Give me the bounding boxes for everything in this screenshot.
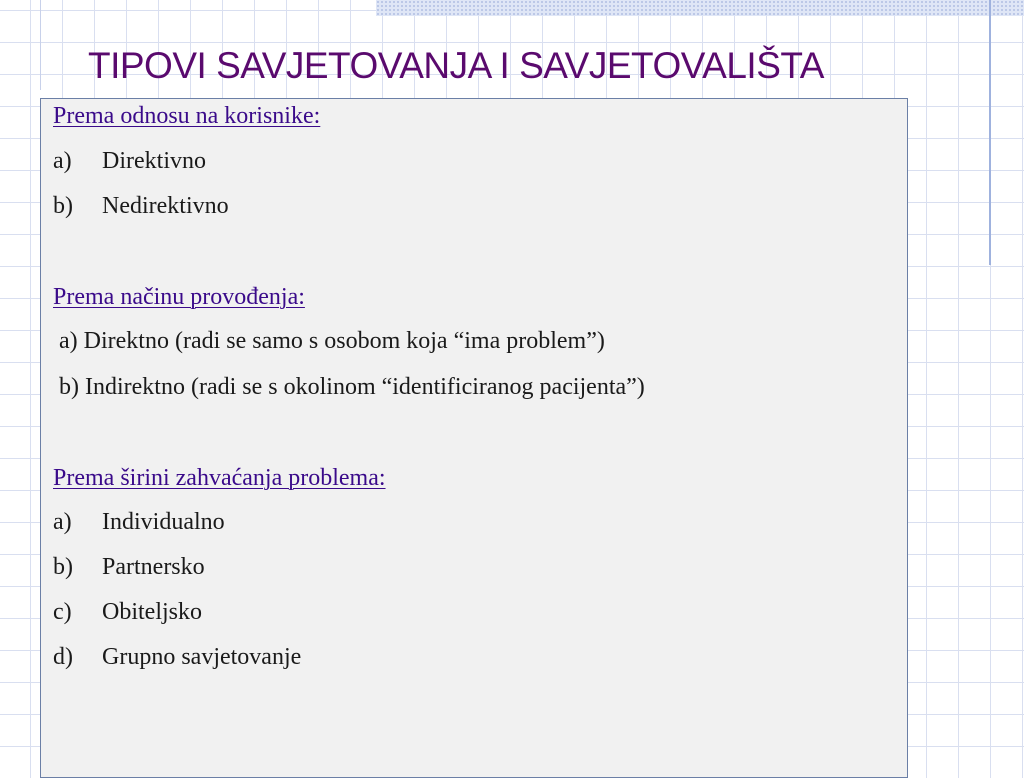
list-marker: d) [53, 644, 73, 670]
list-marker: b) [53, 554, 73, 580]
list-item-text: Grupno savjetovanje [102, 644, 302, 670]
decorative-vertical-line [989, 0, 991, 265]
section-heading-users: Prema odnosu na korisnike: [53, 103, 321, 129]
section-heading-scope: Prema širini zahvaćanja problema: [53, 465, 386, 491]
list-item-text: Partnersko [102, 554, 205, 580]
list-item [53, 191, 229, 221]
decorative-left-line [40, 0, 41, 90]
list-item [53, 597, 202, 627]
content-box [40, 98, 908, 778]
list-item [53, 552, 205, 582]
list-item-text: Direktivno [102, 148, 206, 174]
list-item-text: Individualno [102, 509, 225, 535]
list-item [53, 642, 301, 672]
list-item-text: Obiteljsko [102, 599, 202, 625]
list-item [53, 507, 225, 537]
slide-title: TIPOVI SAVJETOVANJA I SAVJETOVALIŠTA [88, 45, 824, 86]
list-marker: b) [53, 193, 73, 219]
list-item: a) Direktno (radi se samo s osobom koja “ima problem”) [59, 328, 605, 354]
list-marker: a) [53, 148, 72, 174]
decorative-top-band [376, 0, 1024, 16]
list-item: b) Indirektno (radi se s okolinom “identificiranog pacijenta”) [59, 374, 645, 400]
list-item-text: Nedirektivno [102, 193, 229, 219]
section-heading-method: Prema načinu provođenja: [53, 284, 305, 310]
list-item [53, 146, 206, 176]
list-marker: a) [53, 509, 72, 535]
list-marker: c) [53, 599, 72, 625]
